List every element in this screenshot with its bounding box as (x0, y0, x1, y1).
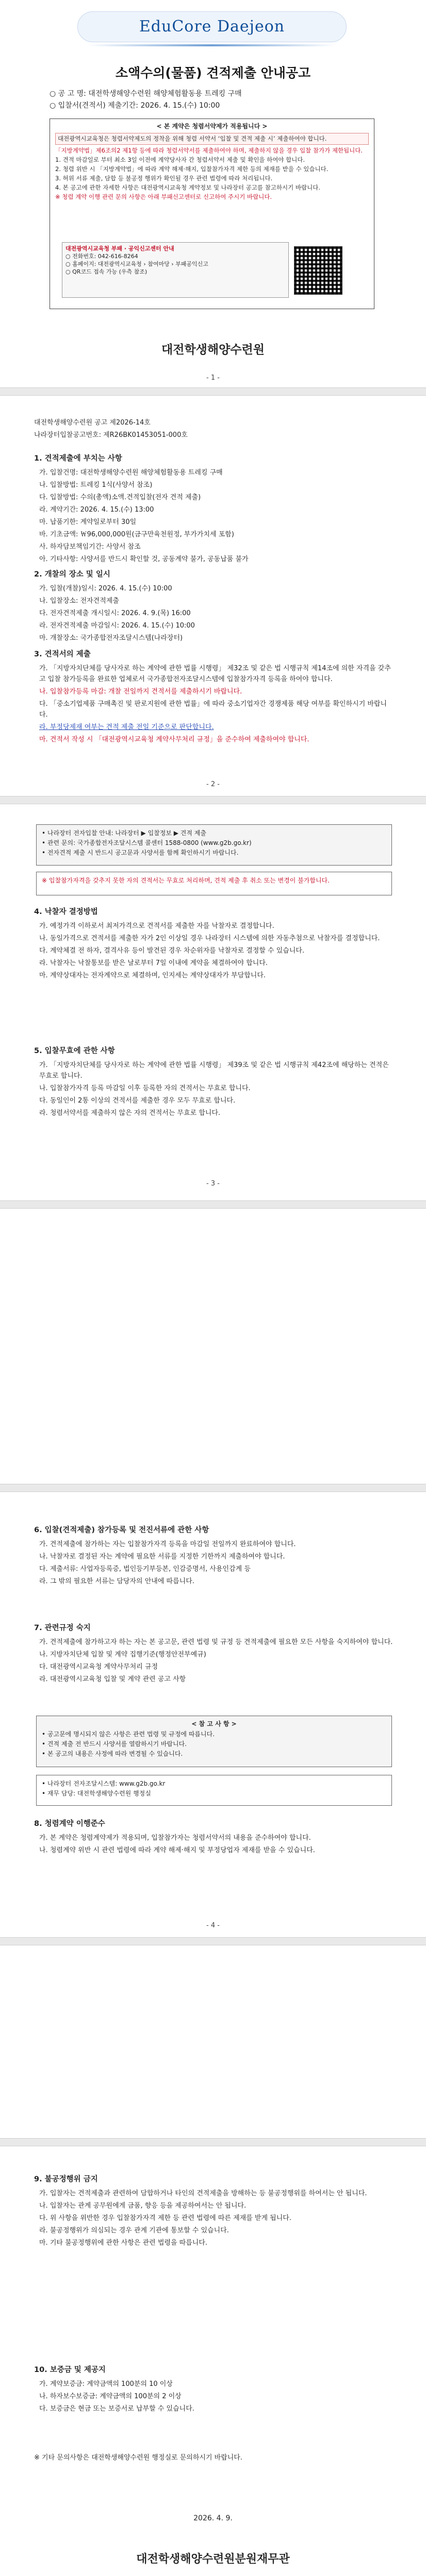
section-6-item: 나. 낙찰자로 결정된 자는 계약에 필요한 서류를 지정한 기한까지 제출하여야 합니다. (39, 1553, 285, 1561)
page-number: - 1 - (206, 374, 220, 382)
warning-box (36, 872, 392, 895)
org-name: 대전학생해양수련원 (161, 343, 265, 357)
integrity-line: 「지방계약법」제6조의2 제1항 등에 따라 청렴서약서를 제출하여야 하며, 제출하지 않을 경우 입찰 참가가 제한됩니다. (55, 147, 363, 154)
section-4 (34, 907, 395, 982)
ref-line: 나라장터입찰공고번호: 제R26BK01453051-000호 (34, 431, 188, 439)
section-9-item: 다. 위 사항을 위반한 경우 입찰참가자격 제한 등 관련 법령에 따른 제재를 받게 됩니다. (39, 2214, 291, 2222)
report-center-title: 대전광역시교육청 부패 · 공익신고센터 안내 (65, 245, 174, 252)
g2b-note-line: • 관련 문의: 국가종합전자조달시스템 콜센터 1588-0800 (www.g2b.go.kr) (42, 839, 252, 846)
section-2-title: 2. 개찰의 장소 및 일시 (34, 570, 110, 579)
section-10-item: 가. 계약보증금: 계약금액의 100분의 10 이상 (39, 2380, 173, 2388)
section-8-item: 나. 청렴계약 위반 시 관련 법령에 따라 계약 해제·해지 및 부정당업자 제재를 받을 수 있습니다. (39, 1846, 315, 1854)
page-number: - 4 - (206, 1922, 220, 1929)
section-2-item: 다. 전자견적제출 개시일시: 2026. 4. 9.(목) 16:00 (39, 609, 191, 617)
section-5-item: 라. 청렴서약서를 제출하지 않은 자의 견적서는 무효로 합니다. (39, 1109, 221, 1117)
g2b-note-line: • 나라장터 전자입찰 안내: 나라장터 ▶ 입찰정보 ▶ 견적 제출 (42, 829, 206, 837)
section-9-item: 마. 기타 불공정행위에 관한 사항은 관련 법령을 따릅니다. (39, 2239, 208, 2247)
logo-swoosh (88, 44, 335, 46)
notice-meta-2: ○ 입찰서(견적서) 제출기간: 2026. 4. 15.(수) 10:00 (50, 101, 220, 110)
section-5-item: 나. 입찰참가자격 등록 마감일 이후 등록한 자의 견적서는 무효로 합니다. (39, 1084, 251, 1092)
warning-line: ※ 입찰참가자격을 갖추지 못한 자의 견적서는 무효로 처리하며, 견적 제출 후 취소 또는 변경이 불가합니다. (42, 877, 330, 884)
notice-date: 2026. 4. 9. (193, 2514, 233, 2522)
section-1-item: 바. 기초금액: ￦96,000,000원(금구만육천원정, 부가가치세 포함) (39, 531, 234, 538)
section-1-item: 아. 기타사항: 사양서를 반드시 확인할 것, 공동계약 불가, 공동납품 불가 (39, 555, 249, 563)
section-4-title: 4. 낙찰자 결정방법 (34, 908, 98, 916)
notice-title: 소액수의(물품) 견적제출 안내공고 (115, 65, 311, 80)
reference-line: • 공고문에 명시되지 않은 사항은 관련 법령 및 규정에 따릅니다. (42, 1731, 215, 1738)
footnote-text: ※ 기타 문의사항은 대전학생해양수련원 행정실로 문의하시기 바랍니다. (34, 2454, 243, 2462)
reference-box (36, 1716, 392, 1767)
page-number: - 3 - (206, 1180, 220, 1188)
section-1-item: 다. 입찰방법: 수의(총액)소액.견적입찰(전자 견적 제출) (39, 494, 201, 501)
report-center-line: ○ 전화번호: 042-616-8264 (65, 253, 138, 260)
section-4-item: 나. 동일가격으로 견적서를 제출한 자가 2인 이상일 경우 나라장터 시스템에 의한 자동추첨으로 낙찰자를 결정합니다. (39, 935, 380, 942)
section-10-item: 다. 보증금은 현금 또는 보증서로 납부할 수 있습니다. (39, 2405, 194, 2413)
notice-meta-1: ○ 공 고 명: 대전학생해양수련원 해양체험활동용 트레킹 구매 (50, 90, 242, 98)
integrity-mini-notice: 대전광역시교육청은 청렴서약제도의 정착을 위해 청렴 서약서 ‘입찰 및 견적 제출 시’ 제출하여야 합니다. (55, 133, 369, 145)
page-number: - 2 - (206, 781, 220, 788)
integrity-line: 3. 허위 서류 제출, 담합 등 불공정 행위가 확인될 경우 관련 법령에 따라 처리됩니다. (55, 175, 273, 182)
section-6-item: 가. 견적제출에 참가하는 자는 입찰참가자격 등록을 마감일 전일까지 완료하여야 합니다. (39, 1540, 296, 1548)
report-center-line: ○ QR코드 접속 가능 (우측 참조) (65, 268, 148, 275)
section-4-item: 마. 계약상대자는 전자계약으로 체결하며, 인지세는 계약상대자가 부담합니다. (39, 972, 266, 979)
section-10 (34, 2365, 395, 2416)
section-7-item: 가. 견적제출에 참가하고자 하는 자는 본 공고문, 관련 법령 및 규정 등 견적제출에 필요한 모든 사항을 숙지하여야 합니다. (39, 1638, 393, 1646)
reference-line: • 본 공고의 내용은 사정에 따라 변경될 수 있습니다. (42, 1750, 183, 1757)
footnote (34, 2452, 395, 2465)
g2b-note-box (36, 824, 392, 866)
section-3-item: 가. 「지방자치단체를 당사자로 하는 계약에 관한 법률 시행령」 제32조 및 같은 법 시행규칙 제14조에 의한 자격을 갖추고 입찰 참가등록을 완료한 업체로서 국가종합전자조달시스템에 입찰참가자격 등록을 하여야 합니다. (39, 665, 391, 683)
section-1-item: 사. 하자담보책임기간: 사양서 참조 (39, 543, 141, 551)
integrity-line: ※ 청렴 계약 이행 관련 문의 사항은 아래 부패신고센터로 신고하여 주시기 바랍니다. (55, 193, 272, 200)
section-6 (34, 1525, 395, 1588)
integrity-line: 1. 견적 마감일로 부터 최소 3일 이전에 계약당사자 간 청렴서약서 제출 및 확인을 하여야 합니다. (55, 156, 305, 163)
section-1 (34, 453, 395, 566)
section-6-item: 다. 제출서류: 사업자등록증, 법인등기부등본, 인감증명서, 사용인감계 등 (39, 1565, 251, 1573)
page-separator (0, 796, 426, 804)
section-2-item: 마. 개찰장소: 국가종합전자조달시스템(나라장터) (39, 634, 183, 642)
contact-box (36, 1775, 392, 1806)
section-9-title: 9. 불공정행위 금지 (34, 2175, 98, 2183)
section-2 (34, 569, 395, 645)
section-1-item: 나. 입찰방법: 트레킹 1식(사양서 참조) (39, 481, 153, 489)
contact-line: • 재무 담당: 대전학생해양수련원 행정실 (42, 1790, 151, 1797)
report-center-line: ○ 홈페이지: 대전광역시교육청 › 참여마당 › 부패공익신고 (65, 261, 208, 267)
section-2-item: 가. 입찰(개찰)일시: 2026. 4. 15.(수) 10:00 (39, 585, 172, 592)
section-3-item: 다. 「중소기업제품 구매촉진 및 판로지원에 관한 법률」에 따라 중소기업자간 경쟁제품 해당 여부를 확인하시기 바랍니다. (39, 700, 387, 719)
page-separator (0, 2138, 426, 2146)
section-6-title: 6. 입찰(견적제출) 참가등록 및 전진서류에 관한 사항 (34, 1526, 209, 1534)
integrity-line: 2. 청렴 위반 시 「지방계약법」에 따라 계약 해제·해지, 입찰참가자격 제한 등의 제재를 받을 수 있습니다. (55, 165, 329, 173)
section-7-title: 7. 관련규정 숙지 (34, 1624, 91, 1632)
section-7-item: 다. 대전광역시교육청 계약사무처리 규정 (39, 1663, 158, 1671)
section-5-title: 5. 입찰무효에 관한 사항 (34, 1047, 115, 1055)
section-3-title: 3. 견적서의 제출 (34, 650, 91, 658)
section-1-item: 가. 입찰건명: 대전학생해양수련원 해양체험활동용 트레킹 구매 (39, 469, 223, 477)
educore-logo (77, 11, 347, 42)
section-9-item: 라. 불공정행위가 의심되는 경우 관계 기관에 통보할 수 있습니다. (39, 2227, 229, 2234)
section-5 (34, 1046, 395, 1120)
ref-line: 대전학생해양수련원 공고 제2026-14호 (34, 419, 151, 427)
page-separator (0, 1937, 426, 1945)
qr-code-icon[interactable] (294, 246, 342, 295)
section-9 (34, 2174, 395, 2250)
ref-lines (34, 417, 395, 442)
document-header (0, 0, 426, 52)
page-separator (0, 387, 426, 396)
integrity-line: 4. 본 공고에 관한 자세한 사항은 대전광역시교육청 계약정보 및 나라장터 공고를 참고하시기 바랍니다. (55, 184, 320, 191)
section-7-item: 라. 대전광역시교육청 입찰 및 계약 관련 공고 사항 (39, 1675, 186, 1683)
section-5-item: 가. 「지방자치단체를 당사자로 하는 계약에 관한 법률 시행령」 제39조 및 같은 법 시행규칙 제42조에 해당하는 견적은 무효로 합니다. (39, 1061, 389, 1080)
logo-text: EduCore Daejeon (139, 18, 285, 36)
section-8-item: 가. 본 계약은 청렴계약제가 적용되며, 입찰참가자는 청렴서약서의 내용을 준수하여야 합니다. (39, 1834, 311, 1842)
page-separator (0, 1484, 426, 1492)
section-4-item: 가. 예정가격 이하로서 최저가격으로 견적서를 제출한 자를 낙찰자로 결정합니다. (39, 922, 274, 930)
section-9-item: 가. 입찰자는 견적제출과 관련하여 담합하거나 타인의 견적제출을 방해하는 등 불공정행위를 하여서는 안 됩니다. (39, 2190, 367, 2197)
contact-line: • 나라장터 전자조달시스템: www.g2b.go.kr (42, 1780, 166, 1787)
section-4-item: 라. 낙찰자는 낙찰통보를 받은 날로부터 7일 이내에 계약을 체결하여야 합니다. (39, 959, 268, 967)
integrity-heading: < 본 계약은 청렴서약제가 적용됩니다 > (156, 123, 268, 130)
section-7-item: 나. 지방자치단체 입찰 및 계약 집행기준(행정안전부예규) (39, 1651, 206, 1658)
section-8-title: 8. 청렴계약 이행준수 (34, 1820, 105, 1828)
section-1-item: 라. 계약기간: 2026. 4. 15.(수) 13:00 (39, 506, 154, 514)
bottom-org-name: 대전학생해양수련원분원재무관 (136, 2553, 290, 2566)
section-1-title: 1. 견적제출에 부치는 사항 (34, 454, 122, 463)
reference-title: < 참 고 사 항 > (191, 1720, 237, 1727)
report-center-box (62, 242, 289, 298)
section-3-item: 마. 견적서 작성 시 「대전광역시교육청 계약사무처리 규정」을 준수하여 제출하여야 합니다. (39, 736, 309, 743)
section-2-item: 나. 입찰장소: 전자견적제출 (39, 597, 119, 605)
section-3-item: 나. 입찰참가등록 마감: 개찰 전일까지 견적서를 제출하시기 바랍니다. (39, 688, 242, 696)
section-6-item: 라. 그 밖의 필요한 서류는 담당자의 안내에 따릅니다. (39, 1578, 194, 1585)
reference-line: • 견적 제출 전 반드시 사양서를 열람하시기 바랍니다. (42, 1740, 187, 1748)
section-7 (34, 1623, 395, 1686)
section-3-item: 라. 부정당제재 여부는 견적 제출 전일 기준으로 판단합니다. (39, 723, 214, 731)
g2b-note-line: • 전자견적 제출 시 반드시 공고문과 사양서를 함께 확인하시기 바랍니다. (42, 849, 239, 856)
section-8 (34, 1819, 395, 1857)
section-10-item: 나. 하자보수보증금: 계약금액의 100분의 2 이상 (39, 2393, 182, 2400)
section-10-title: 10. 보증금 및 제공지 (34, 2366, 106, 2374)
section-2-item: 라. 전자견적제출 마감일시: 2026. 4. 15.(수) 10:00 (39, 622, 195, 630)
page-separator (0, 1200, 426, 1209)
section-5-item: 다. 동일인이 2통 이상의 견적서를 제출한 경우 모두 무효로 합니다. (39, 1097, 236, 1105)
section-1-item: 마. 납품기한: 계약일로부터 30일 (39, 518, 137, 526)
section-9-item: 나. 입찰자는 관계 공무원에게 금품, 향응 등을 제공하여서는 안 됩니다. (39, 2202, 247, 2210)
section-3 (34, 649, 395, 747)
section-4-item: 다. 계약체결 전 하자, 결격사유 등이 발견된 경우 차순위자를 낙찰자로 결정할 수 있습니다. (39, 947, 305, 955)
